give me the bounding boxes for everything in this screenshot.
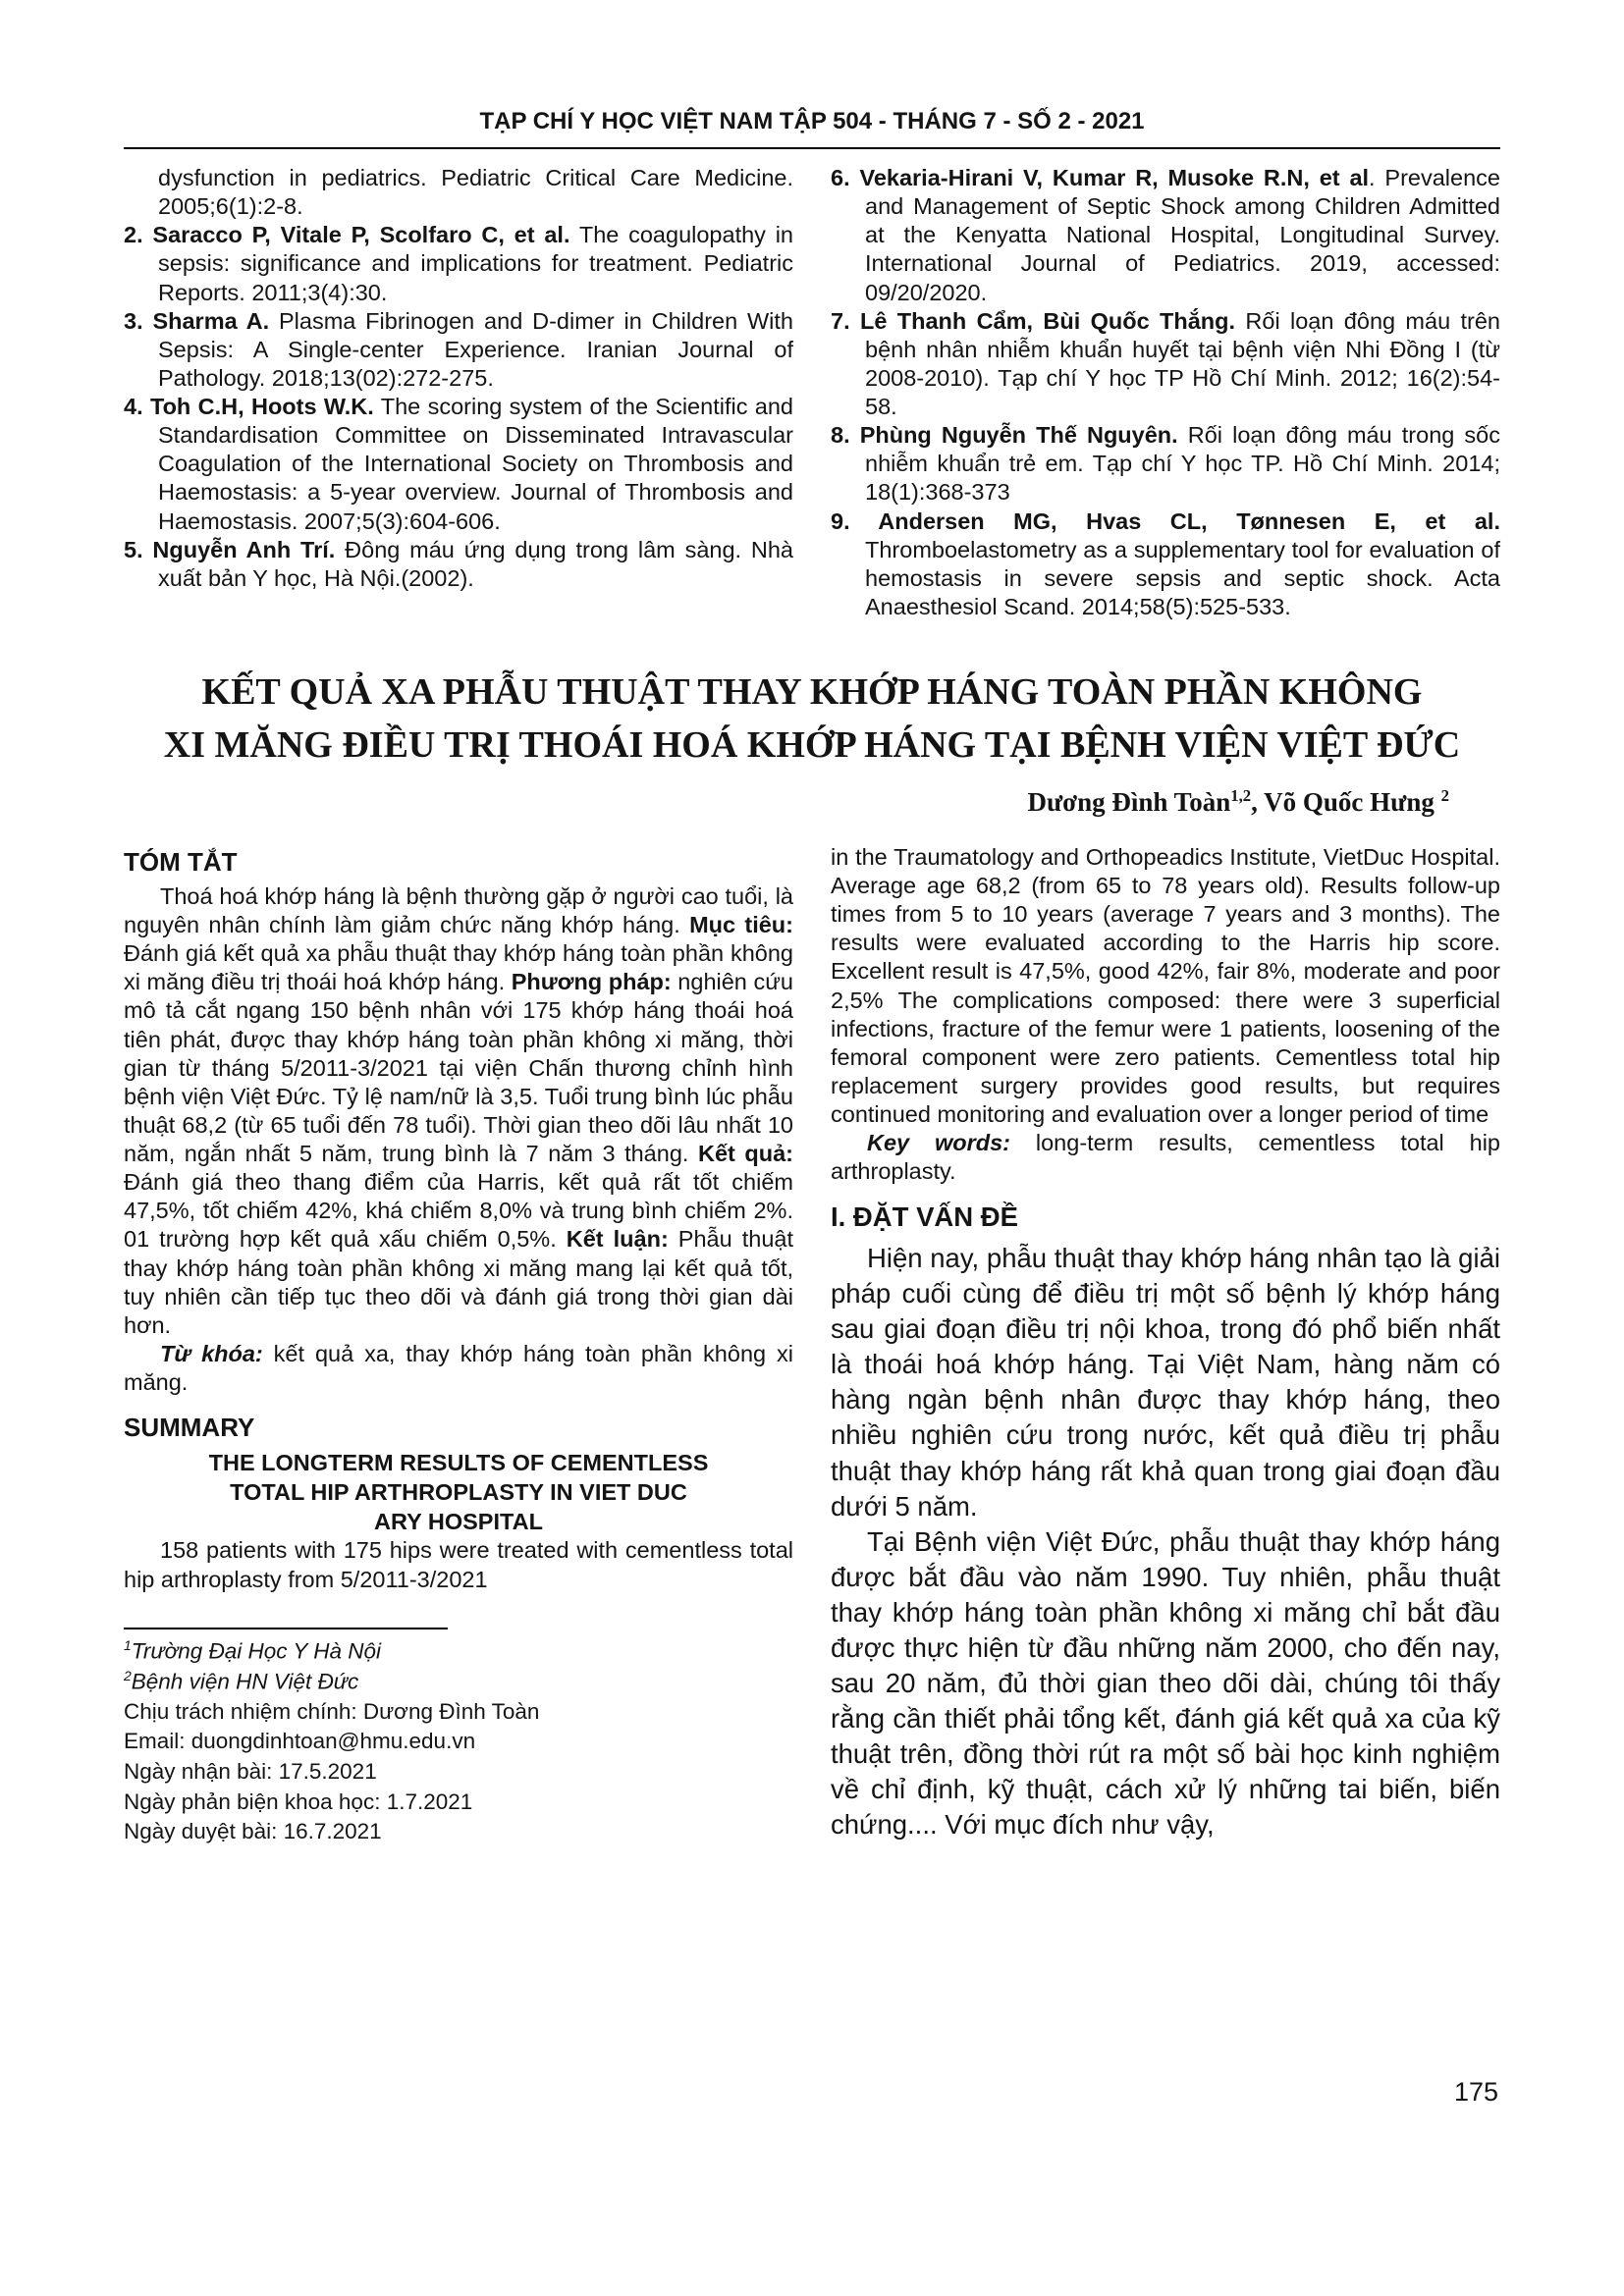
introduction-paragraph: Hiện nay, phẫu thuật thay khớp háng nhân tạo là giải pháp cuối cùng để điều trị một số bệnh lý khớp háng sau giai đoạn điều trị nội khoa, trong đó phổ biến nhất là thoái hoá khớp háng. Tại Việt Nam, hàng năm có hàng ngàn bệnh nhân được thay khớp háng, theo nhiều nghiên cứu trong nước, kết quả điều trị phẫu thuật thay khớp háng rất khả quan trong giai đoạn đầu dưới 5 năm. bbox=[831, 1243, 1500, 1522]
reference-text: . Prevalence and Management of Septic Shock among Children Admitted at the Kenyatta National Hospital, Longitudinal Survey. International Journal of Pediatrics. 2019, accessed: 09/20/2020. bbox=[865, 165, 1500, 305]
reference-item bbox=[831, 421, 1500, 507]
reference-text: Plasma Fibrinogen and D-dimer in Children With Sepsis: A Single-center Experience. Iranian Journal of Pathology. 2018;13(02):272-275. bbox=[158, 307, 793, 391]
article-title-line: KẾT QUẢ XA PHẪU THUẬT THAY KHỚP HÁNG TOÀN PHẦN KHÔNG bbox=[201, 671, 1423, 713]
introduction-heading: I. ĐẶT VẤN ĐỀ bbox=[831, 1201, 1018, 1233]
reference-number: 9. bbox=[831, 507, 850, 534]
reference-item bbox=[831, 507, 1500, 622]
reference-item bbox=[124, 536, 793, 593]
reference-number: 7. bbox=[831, 307, 850, 334]
references-section bbox=[124, 164, 1500, 621]
references-right-column bbox=[831, 164, 1500, 621]
reference-text: The scoring system of the Scientific and Standardisation Committee on Disseminated Intravascular Coagulation of the International Society on Thrombosis and Haemostasis: a 5-year overview. Journal of Thrombosis and Haemostasis. 2007;5(3):604-606. bbox=[158, 394, 793, 534]
summary-keywords: Key words: long-term results, cementless total hip arthroplasty. bbox=[831, 1130, 1500, 1185]
reference-text: Đông máu ứng dụng trong lâm sàng. Nhà xuất bản Y học, Hà Nội.(2002). bbox=[158, 536, 793, 591]
reference-authors: Andersen MG, Hvas CL, Tønnesen E, et al. bbox=[849, 507, 1500, 534]
summary-continuation: in the Traumatology and Orthopeadics Institute, VietDuc Hospital. Average age 68,2 (from 65 to 78 years old). Results follow-up times from 5 to 10 years (average 7 years and 3 months). The results were evaluated according to the Harris hip score. Excellent result is 47,5%, good 42%, fair 8%, moderate and poor 2,5% The complications composed: there were 3 superficial infections, fracture of the femur were 1 patients, loosening of the femoral component were zero patients. Cementless total hip replacement surgery provides good results, but requires continued monitoring and evaluation over a longer period of time bbox=[831, 843, 1500, 1128]
affiliation-line: $^2$Bệnh viện HN Việt Đức bbox=[124, 1667, 359, 1694]
reference-number: 5. bbox=[124, 536, 143, 562]
journal-header: TẠP CHÍ Y HỌC VIỆT NAM TẬP 504 - THÁNG 7 - SỐ 2 - 2021 bbox=[124, 108, 1500, 149]
reference-text: dysfunction in pediatrics. Pediatric Critical Care Medicine. 2005;6(1):2-8. bbox=[158, 165, 793, 220]
abstract-heading: TÓM TẮT bbox=[124, 846, 238, 877]
summary-heading: SUMMARY bbox=[124, 1413, 255, 1443]
footnote-line-accepted-date: Ngày duyệt bài: 16.7.2021 bbox=[124, 1819, 382, 1844]
summary-subtitle-line: TOTAL HIP ARTHROPLASTY IN VIET DUC bbox=[230, 1479, 687, 1506]
footnote-line-review-date: Ngày phản biện khoa học: 1.7.2021 bbox=[124, 1789, 473, 1814]
reference-authors: Saracco P, Vitale P, Scolfaro C, et al. bbox=[142, 222, 570, 248]
reference-authors: Nguyễn Anh Trí. bbox=[142, 536, 336, 562]
article-title bbox=[134, 667, 1490, 773]
left-column bbox=[124, 843, 793, 1847]
summary-subtitle-line: ARY HOSPITAL bbox=[374, 1509, 543, 1535]
footnote-line-corresponding-author: Chịu trách nhiệm chính: Dương Đình Toàn bbox=[124, 1698, 540, 1724]
reference-number: 8. bbox=[831, 422, 850, 449]
reference-number: 4. bbox=[124, 394, 143, 419]
footnote-separator bbox=[124, 1628, 448, 1629]
reference-text: Thromboelastometry as a supplementary tool for evaluation of hemostasis in severe sepsis and septic shock. Acta Anaesthesiol Scand. 2014;58(5):525-533. bbox=[865, 536, 1500, 619]
article-title-line: XI MĂNG ĐIỀU TRỊ THOÁI HOÁ KHỚP HÁNG TẠI BỆNH VIỆN VIỆT ĐỨC bbox=[163, 723, 1461, 766]
article-authors: Dương Đình Toàn$^{1,2}$, Võ Quốc Hưng $^2$ bbox=[1027, 785, 1449, 817]
reference-authors: Toh C.H, Hoots W.K. bbox=[142, 394, 374, 419]
summary-subtitle-line: THE LONGTERM RESULTS OF CEMENTLESS bbox=[208, 1450, 709, 1476]
reference-text: The coagulopathy in sepsis: significance and implications for treatment. Pediatric Reports. 2011;3(4):30. bbox=[158, 222, 793, 305]
affiliation-line: $^1$Trường Đại Học Y Hà Nội bbox=[124, 1636, 381, 1664]
footnote-line-received-date: Ngày nhận bài: 17.5.2021 bbox=[124, 1759, 377, 1785]
reference-item bbox=[124, 221, 793, 306]
reference-number: 2. bbox=[124, 222, 143, 248]
footnote-line-email: Email: duongdinhtoan@hmu.edu.vn bbox=[124, 1729, 476, 1754]
reference-item bbox=[831, 307, 1500, 422]
page-number: 175 bbox=[1453, 2077, 1498, 2107]
article-body bbox=[124, 843, 1500, 1847]
reference-text: Rối loạn đông máu trong sốc nhiễm khuẩn trẻ em. Tạp chí Y học TP. Hồ Chí Minh. 2014; 18(1):368-373 bbox=[865, 422, 1500, 506]
abstract-body: Thoá hoá khớp háng là bệnh thường gặp ở người cao tuổi, là nguyên nhân chính làm giảm chức năng khớp háng. Mục tiêu: Đánh giá kết quả xa phẫu thuật thay khớp háng toàn phần không xi măng điều trị thoái hoá khớp háng. Phương pháp: nghiên cứu mô tả cắt ngang 150 bệnh nhân với 175 khớp háng thoái hoá tiên phát, được thay khớp háng toàn phần không xi măng, thời gian từ tháng 5/2011-3/2021 tại viện Chấn thương chỉnh hình bệnh viện Việt Đức. Tỷ lệ nam/nữ là 3,5. Tuổi trung bình lúc phẫu thuật 68,2 (từ 65 tuổi đến 78 tuổi). Thời gian theo dõi lâu nhất 10 năm, ngắn nhất 5 năm, trung bình là 7 năm 3 tháng. Kết quả: Đánh giá theo thang điểm của Harris, kết quả rất tốt chiếm 47,5%, tốt chiếm 42%, khá chiếm 8,0% và trung bình chiếm 2%. 01 trường hợp kết quả xấu chiếm 0,5%. Kết luận: Phẫu thuật thay khớp háng toàn phần không xi măng mang lại kết quả tốt, tuy nhiên cần tiếp tục theo dõi và đánh giá trong thời gian dài hơn. bbox=[124, 882, 794, 1338]
summary-opening-paragraph: 158 patients with 175 hips were treated with cementless total hip arthroplasty from 5/2011-3/2021 bbox=[124, 1537, 793, 1592]
reference-number: 3. bbox=[124, 307, 143, 334]
reference-item bbox=[124, 307, 793, 393]
footnote-block bbox=[124, 1628, 793, 1847]
reference-text: Rối loạn đông máu trên bệnh nhân nhiễm khuẩn huyết tại bệnh viện Nhi Đồng I (từ 2008-2010). Tạp chí Y học TP Hồ Chí Minh. 2012; 16(2):54-58. bbox=[865, 307, 1500, 419]
references-left-column bbox=[124, 164, 793, 621]
reference-authors: Vekaria-Hirani V, Kumar R, Musoke R.N, et al bbox=[849, 165, 1370, 190]
reference-item bbox=[831, 164, 1500, 307]
summary-subtitle bbox=[124, 1448, 793, 1536]
reference-authors: Phùng Nguyễn Thế Nguyên. bbox=[849, 422, 1178, 449]
reference-item bbox=[124, 164, 793, 221]
reference-authors: Lê Thanh Cẩm, Bùi Quốc Thắng. bbox=[849, 307, 1236, 334]
reference-authors: Sharma A. bbox=[142, 307, 270, 334]
abstract-keywords: Từ khóa: kết quả xa, thay khớp háng toàn phần không xi măng. bbox=[124, 1340, 793, 1396]
reference-number: 6. bbox=[831, 165, 850, 190]
right-column bbox=[831, 843, 1500, 1847]
introduction-paragraph: Tại Bệnh viện Việt Đức, phẫu thuật thay khớp háng được bắt đầu vào năm 1990. Tuy nhiên, phẫu thuật thay khớp háng toàn phần không xi măng chỉ bắt đầu được thực hiện từ đầu những năm 2000, cho đến nay, sau 20 năm, đủ thời gian theo dõi dài, chúng tôi thấy rằng cần thiết phải tổng kết, đánh giá kết quả xa của kỹ thuật trên, đồng thời rút ra một số bài học kinh nghiệm về chỉ định, kỹ thuật, cách xử lý những tai biến, biến chứng.... Với mục đích như vậy, bbox=[831, 1525, 1500, 1840]
reference-item bbox=[124, 393, 793, 536]
